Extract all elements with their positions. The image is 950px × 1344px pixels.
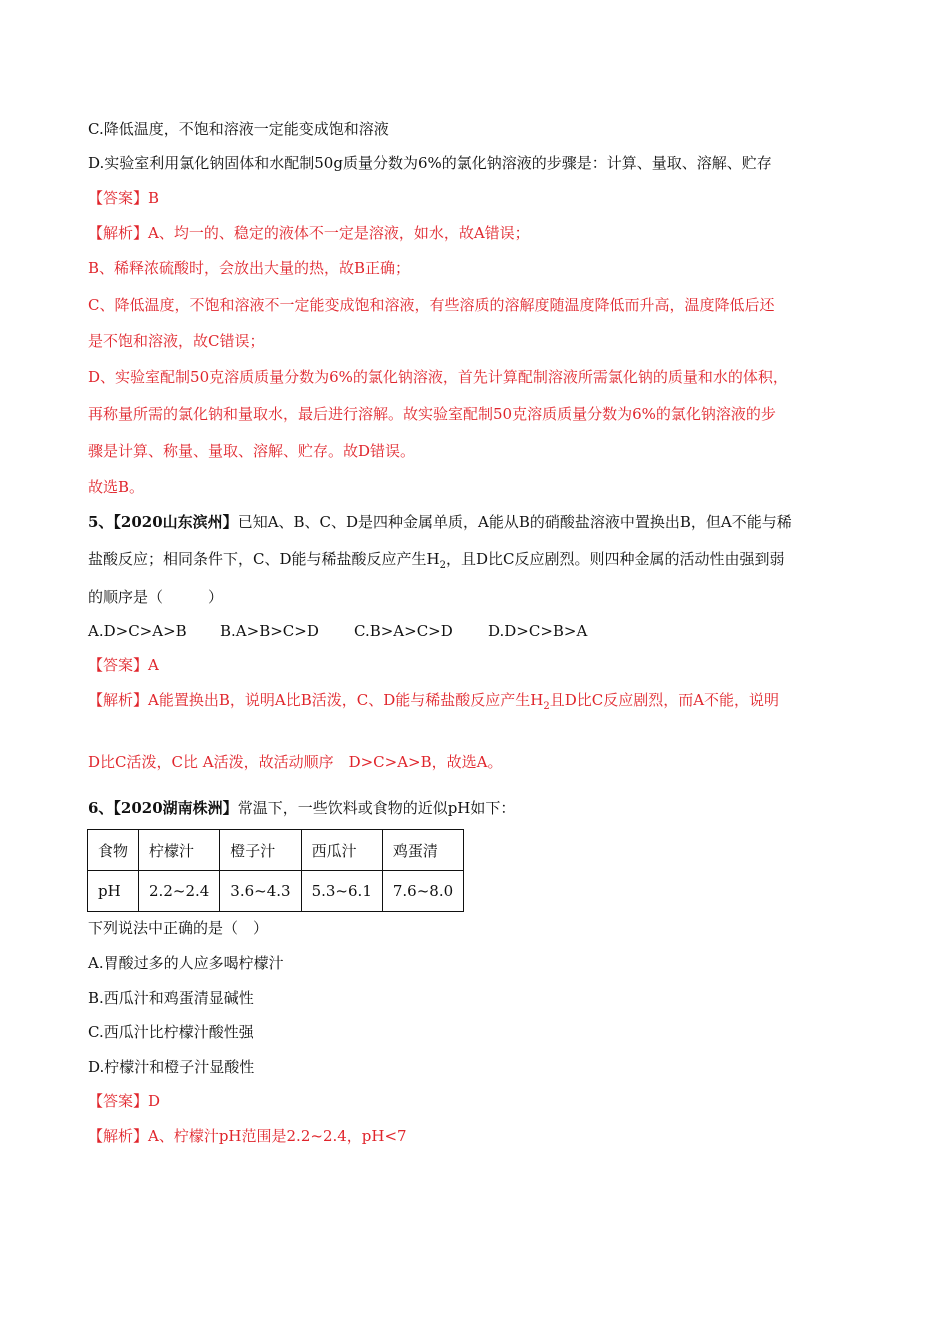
q6-option-c: C.西瓜汁比柠檬汁酸性强 xyxy=(88,1023,254,1041)
table-header-cell: 橙子汁 xyxy=(220,830,301,871)
table-header-cell: 食物 xyxy=(88,830,139,871)
q6-source-tag: 6、【2020湖南株洲】 xyxy=(88,799,238,817)
q5-stem-text: ，且D比C反应剧烈。则四种金属的活动性由强到弱 xyxy=(445,550,785,568)
q5-explanation-text: 且D比C反应剧烈，而A不能，说明 xyxy=(549,691,780,709)
q4-explanation-line: D、实验室配制50克溶质质量分数为6%的氯化钠溶液，首先计算配制溶液所需氯化钠的质量和水的体积， xyxy=(88,368,788,386)
subscript: 2 xyxy=(439,560,446,571)
table-cell: 7.6~8.0 xyxy=(382,871,463,912)
q4-explanation-line: 【解析】A、均一的、稳定的液体不一定是溶液，如水，故A错误； xyxy=(88,224,530,242)
q4-option-d: D.实验室利用氯化钠固体和水配制50g质量分数为6%的氯化钠溶液的步骤是：计算、量取、溶解、贮存 xyxy=(88,154,772,172)
q6-stem-text: 常温下，一些饮料或食物的近似pH如下： xyxy=(237,799,516,817)
q6-answer: 【答案】D xyxy=(88,1092,161,1110)
q6-question: 下列说法中正确的是（ ） xyxy=(88,919,269,937)
q5-option-a: A.D>C>A>B xyxy=(88,622,187,640)
table-cell: 2.2~2.4 xyxy=(139,871,220,912)
q6-option-a: A.胃酸过多的人应多喝柠檬汁 xyxy=(88,954,284,972)
q6-explanation-line: 【解析】A、柠檬汁pH范围是2.2~2.4，pH<7 xyxy=(88,1127,407,1145)
q4-answer: 【答案】B xyxy=(88,189,160,207)
q5-option-b: B.A>B>C>D xyxy=(220,622,319,640)
table-cell: 3.6~4.3 xyxy=(220,871,301,912)
q4-select: 故选B。 xyxy=(88,478,145,496)
q4-option-c: C.降低温度，不饱和溶液一定能变成饱和溶液 xyxy=(88,120,389,138)
table-header-cell: 鸡蛋清 xyxy=(382,830,463,871)
q6-option-d: D.柠檬汁和橙子汁显酸性 xyxy=(88,1058,255,1076)
table-row xyxy=(88,871,464,912)
q5-explanation-text: 【解析】A能置换出B，说明A比B活泼，C、D能与稀盐酸反应产生H xyxy=(88,691,544,709)
q5-stem-line-3: 的顺序是（ ） xyxy=(88,588,224,606)
q5-stem-text: 已知A、B、C、D是四种金属单质，A能从B的硝酸盐溶液中置换出B，但A不能与稀 xyxy=(237,513,792,531)
q4-explanation-line: 骤是计算、称量、量取、溶解、贮存。故D错误。 xyxy=(88,442,416,460)
q5-stem-line-1 xyxy=(88,512,792,532)
subscript: 2 xyxy=(543,701,550,712)
q5-explanation-line-1 xyxy=(88,690,779,717)
q4-explanation-line: C、降低温度，不饱和溶液不一定能变成饱和溶液，有些溶质的溶解度随温度降低而升高，温度降低后还 xyxy=(88,296,775,314)
table-cell: 5.3~6.1 xyxy=(301,871,382,912)
q6-stem xyxy=(88,798,515,818)
q4-explanation-line: 再称量所需的氯化钠和量取水，最后进行溶解。故实验室配制50克溶质质量分数为6%的氯化钠溶液的步 xyxy=(88,405,776,423)
q5-stem-line-2 xyxy=(88,549,784,576)
table-cell: pH xyxy=(88,871,139,912)
q4-explanation-line: 是不饱和溶液，故C错误； xyxy=(88,332,265,350)
q5-explanation-line-2: D比C活泼，C比 A活泼，故活动顺序 D>C>A>B，故选A。 xyxy=(88,753,503,771)
q5-source-tag: 5、【2020山东滨州】 xyxy=(88,513,238,531)
ph-table xyxy=(87,829,464,912)
q4-explanation-line: B、稀释浓硫酸时，会放出大量的热，故B正确； xyxy=(88,259,411,277)
q5-answer: 【答案】A xyxy=(88,656,159,674)
table-header-cell: 柠檬汁 xyxy=(139,830,220,871)
q5-option-d: D.D>C>B>A xyxy=(488,622,588,640)
table-header-cell: 西瓜汁 xyxy=(301,830,382,871)
q5-option-c: C.B>A>C>D xyxy=(354,622,453,640)
q5-stem-text: 盐酸反应；相同条件下，C、D能与稀盐酸反应产生H xyxy=(88,550,440,568)
table-row xyxy=(88,830,464,871)
q6-option-b: B.西瓜汁和鸡蛋清显碱性 xyxy=(88,989,254,1007)
